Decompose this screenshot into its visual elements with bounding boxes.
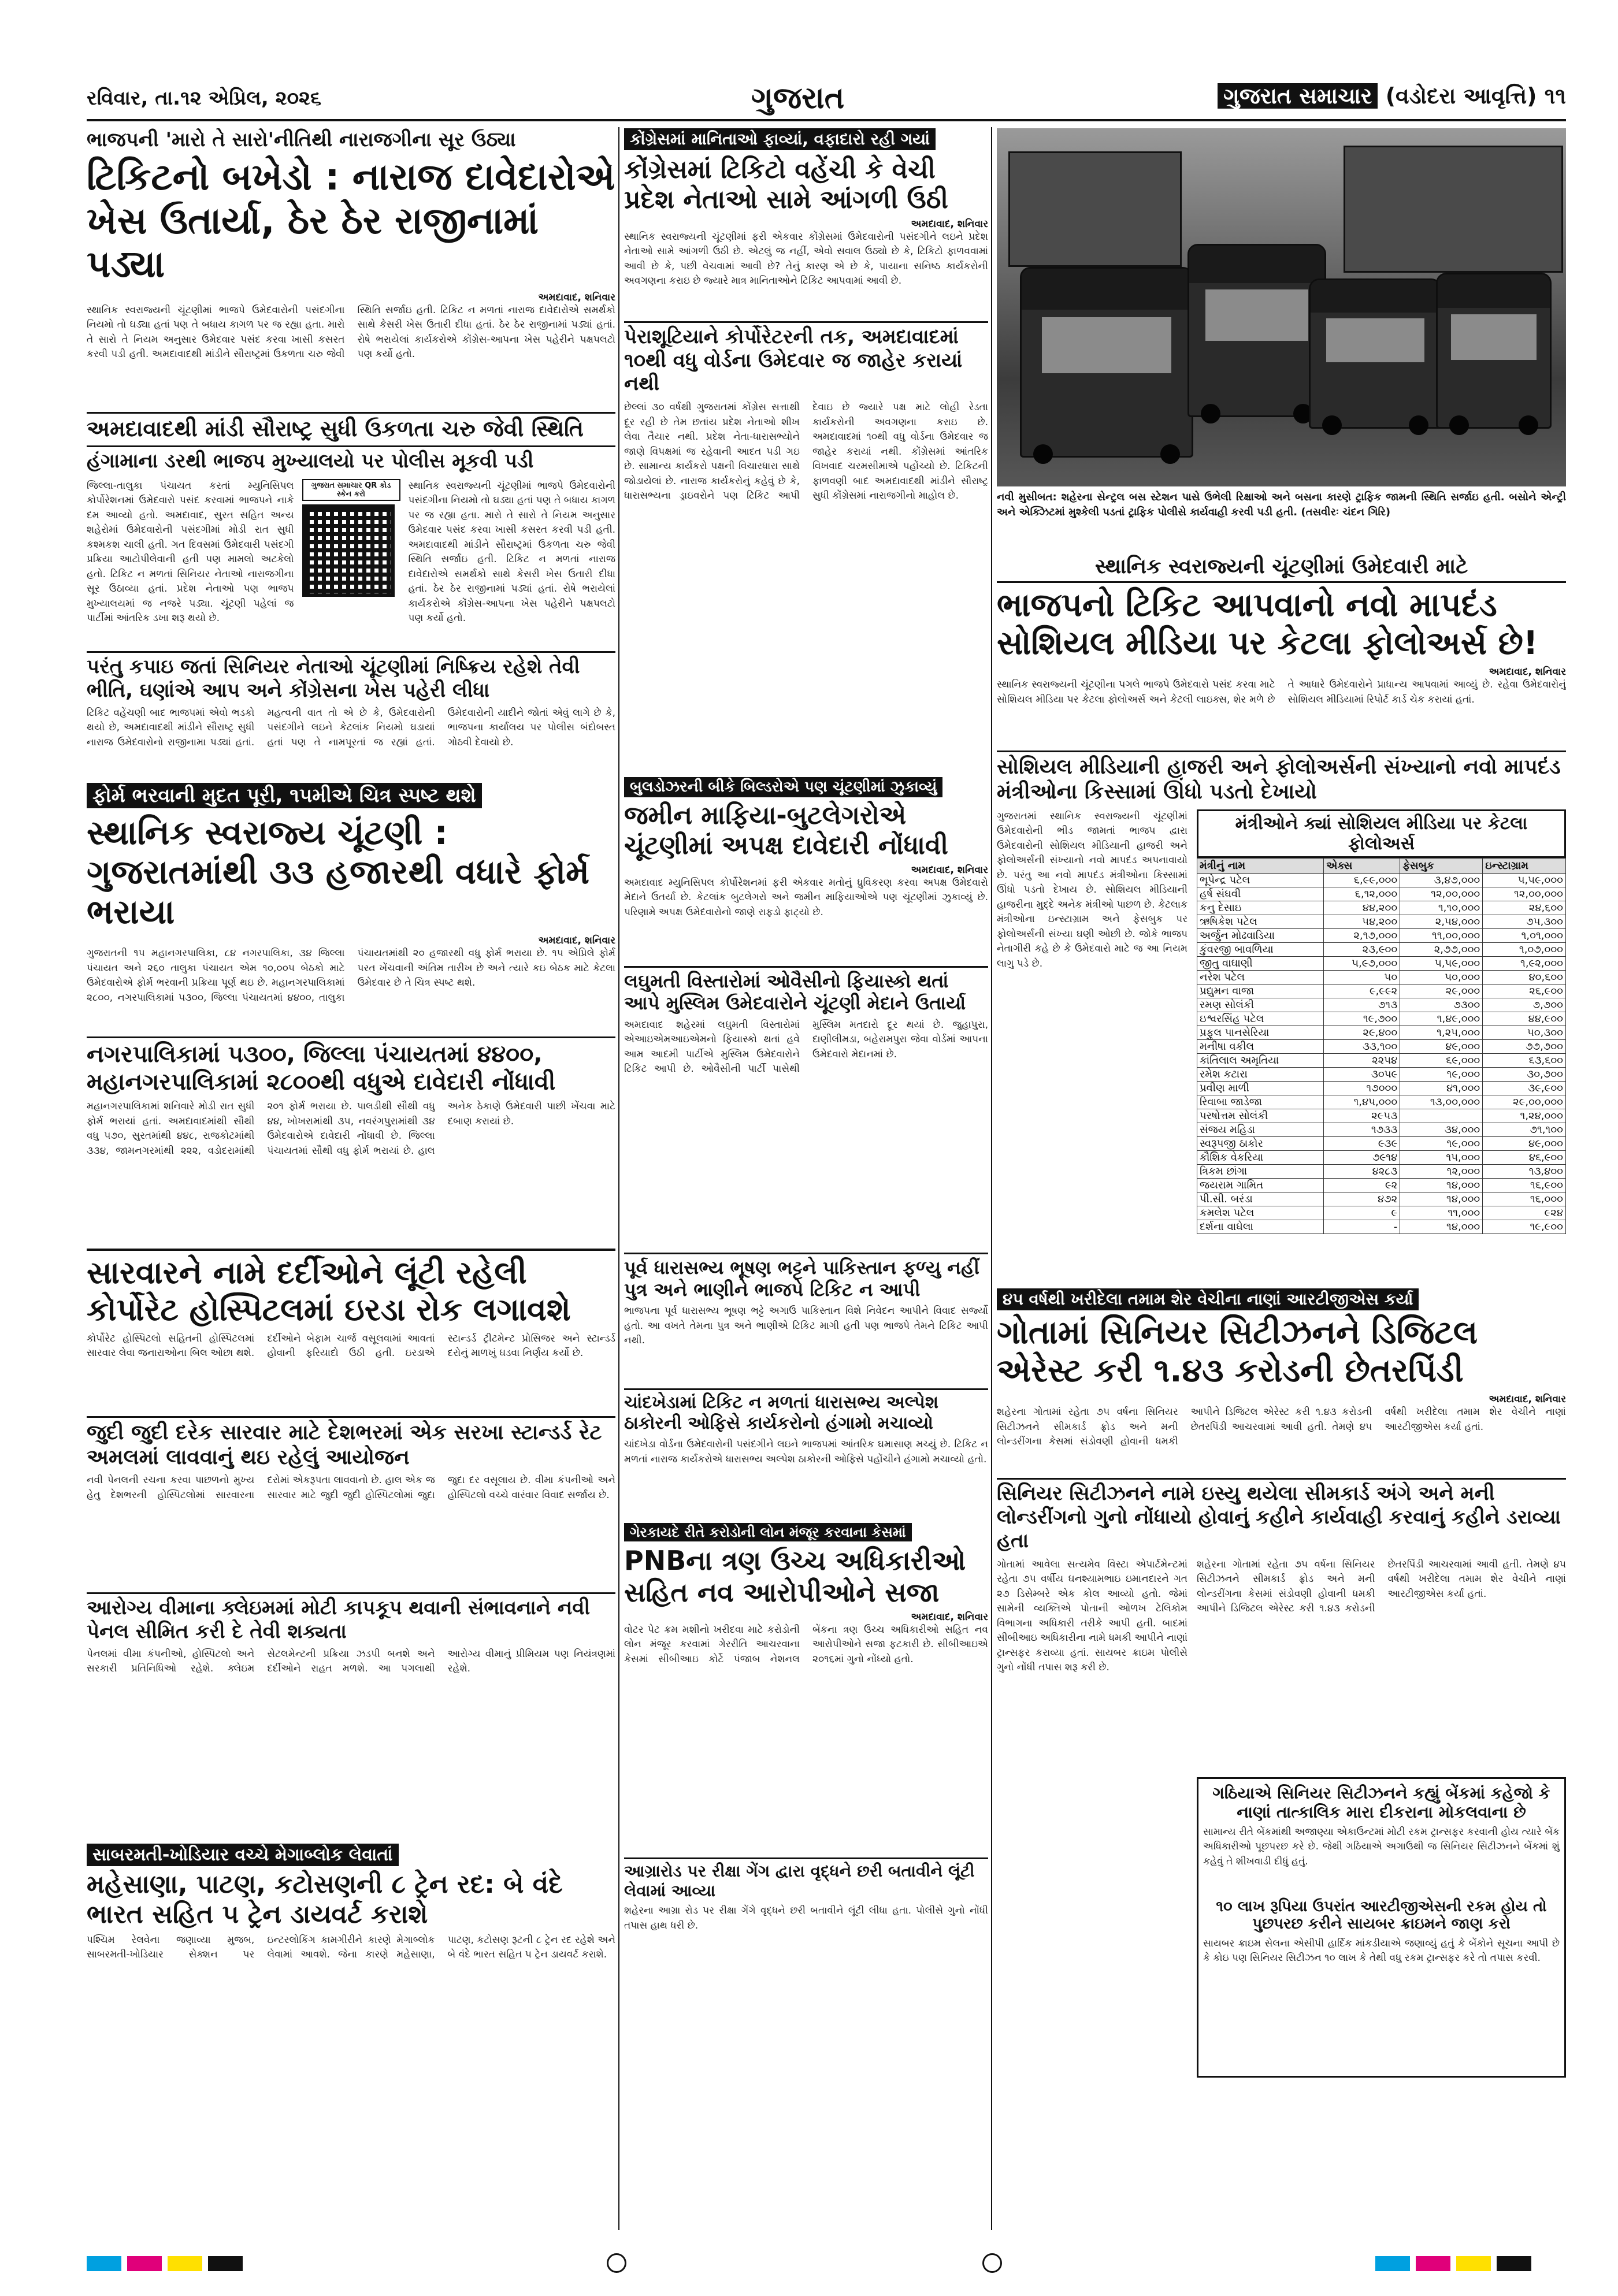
table-cell: ૪૯,૦૦૦ [1400,1039,1483,1053]
article-subhead: હંગામાના ડરથી ભાજપ મુખ્યાલયો પર પોલીસ મૂકવી પડી [87,445,615,473]
edition-page: (વડોદરા આવૃત્તિ) ૧૧ [1385,83,1566,109]
table-cell: ૧૯,૭૦૦ [1324,1012,1400,1026]
qr-block[interactable] [302,479,400,647]
newspaper-logo: ગુજરાત સમાચાર [1218,83,1378,109]
table-cell: ૪૯,૦૦૦ [1483,1136,1566,1150]
article-forms [87,783,615,2227]
table-cell: સ્વરૂપજી ઠાકોર [1197,1136,1324,1150]
table-cell: ૨૯,૦૦૦ [1400,984,1483,998]
table-cell: ૧૪,૦૦૦ [1400,1178,1483,1192]
qr-code-icon[interactable] [302,504,395,597]
article-body: પેનલમાં વીમા કંપનીઓ, હોસ્પિટલો અને સરકારી પ્રતિનિધિઓ રહેશે. ક્લેઇમ સેટલમેન્ટની પ્રક્રિયા ઝડપી બનશે અને દર્દીઓને રાહત મળશે. આ પગલાથી આરોગ્ય વીમાનું પ્રીમિયમ પણ નિયંત્રણમાં રહેશે. [87,1648,615,1675]
table-row [1197,1164,1566,1178]
table-cell: ૧૧,૦૦૦ [1400,1206,1483,1220]
table-cell: ભૂપેન્દ્ર પટેલ [1197,873,1324,887]
article-body: ચાંદખેડા વોર્ડના ઉમેદવારોની પસંદગીને લઇને ભાજપમાં આંતરિક ઘમાસાણ મચ્યું છે. ટિકિટ ન મળતાં નારાજ કાર્યકરોએ ધારાસભ્ય અલ્પેશ ઠાકોરની ઓફિસે પહોંચીને હંગામો મચાવ્યો હતો. [624,1439,988,1465]
table-cell: ૭,૭૦૦ [1483,998,1566,1012]
article-body: શહેરના આગ્રા રોડ પર રીક્ષા ગેંગે વૃદ્ધને છરી બતાવીને લૂંટી લીધા હતા. પોલીસે ગુનો નોંધી તપાસ હાથ ધરી છે. [624,1905,988,1931]
table-cell: ૨૯,૦૦,૦૦૦ [1483,1095,1566,1109]
table-row [1197,1136,1566,1150]
table-cell: ૯૨૪ [1483,1206,1566,1220]
table-header-row [1197,858,1566,873]
table-cell: ૬,૯૯,૦૦૦ [1324,873,1400,887]
table-cell: ૩૦૫૯ [1324,1067,1400,1081]
article-kicker: ભાજપની 'મારો તે સારો'નીતિથી નારાજગીના સૂર ઉઠ્યા [87,128,516,151]
box-body: સામાન્ય રીતે બેંકમાંથી અજાણ્યા એકાઉન્ટમાં મોટી રકમ ટ્રાન્સફર કરવાની હોય ત્યારે બેંક અધિકારીઓ પૂછપરછ કરે છે. જેથી ગઠિયાએ અગાઉથી જ સિનિયર સિટીઝનને બેંકમાં શું કહેવું તે શીખવાડી દીધું હતું. [1203,1826,1560,1867]
table-cell: કમલેશ પટેલ [1197,1206,1324,1220]
box-subhead: ૧૦ લાખ રૂપિયા ઉપરાંત આરટીજીએસની રકમ હોય તો પુછપરછ કરીને સાયબર ક્રાઇમને જાણ કરો [1216,1897,1547,1933]
rickshaw-shape [1436,273,1552,429]
table-cell: ૧૪,૦૦૦ [1400,1192,1483,1206]
table-cell: ૭૧૩ [1324,998,1400,1012]
table-row [1197,970,1566,984]
article-body: સ્થાનિક સ્વરાજ્યની ચૂંટણીમાં ભાજપે ઉમેદવારોની પસંદગીના નિયમો તો ઘડ્યા હતાં પણ તે બધાય કાગળ પર જ રહ્યા હતા. મારો તે સારો તે નિયમ અનુસાર ઉમેદવાર પસંદ કરવા ખાસી કસરત કરવી પડી હતી. અમદાવાદથી માંડીને સૌરાષ્ટ્રમાં ઉકળતા ચરુ જેવી સ્થિતિ સર્જાઇ હતી. ટિકિટ ન મળતાં નારાજ દાવેદારોએ સમર્થકો સાથે કેસરી ખેસ ઉતારી દીધા હતાં. ઠેર ઠેર રાજીનામાં પડ્યાં હતાં. રોષે ભરાયેલાં કાર્યકરોએ કોંગ્રેસ-આપના ખેસ પહેરીને પક્ષપલટો પણ કર્યો હતો. [87,304,615,361]
table-cell: પી.સી. બરંડા [1197,1192,1324,1206]
table-cell [1400,1109,1483,1123]
table-cell: ૧,૨૪,૦૦૦ [1483,1109,1566,1123]
article-subhead: ચાંદખેડામાં ટિકિટ ન મળતાં ધારાસભ્ય અલ્પેશ ઠાકોરની ઓફિસે કાર્યકરોનો હંગામો મચાવ્યો [624,1388,988,1434]
table-cell: ૭૯૧૪ [1324,1150,1400,1164]
table-cell: ઋષિકેશ પટેલ [1197,915,1324,928]
table-cell: ૪૭૨ [1324,1192,1400,1206]
article-body: ટિકિટ વહેંચણી બાદ ભાજપમાં એવો ભડકો થયો છે, અમદાવાદથી માંડીને સૌરાષ્ટ્ર સુધી નારાજ ઉમેદવારોનો રાજીનામા પડ્યાં હતાં. મહત્વની વાત તો એ છે કે, ઉમેદવારોની પસંદગીને લઇને કેટલાંક નિયમો ઘડાયાં હતાં પણ તે નામપૂરતાં જ રહ્યાં હતાં. ઉમેદવારોની યાદીને જોતાં એવું લાગે છે કે, ભાજપના કાર્યાલય પર પોલીસ બંદોબસ્ત ગોઠવી દેવાયો છે. [87,707,615,748]
article-dateline: અમદાવાદ, શનિવાર [911,218,988,230]
table-cell: પ્રદ્યુમન વાજા [1197,984,1324,998]
table-cell: ૯,૯૯૨ [1324,984,1400,998]
table-cell: ૭૫,૩૦૦ [1483,915,1566,928]
table-cell: ૫,૫૯,૦૦૦ [1400,956,1483,970]
table-row [1197,1178,1566,1192]
article-body: સ્થાનિક સ્વરાજ્યની ચૂંટણીમાં ભાજપે ઉમેદવારોની પસંદગીના નિયમો તો ઘડ્યા હતાં પણ તે બધાય કાગળ પર જ રહ્યા હતા. મારો તે સારો તે નિયમ અનુસાર ઉમેદવાર પસંદ કરવા ખાસી કસરત કરવી પડી હતી. અમદાવાદથી માંડીને સૌરાષ્ટ્રમાં ઉકળતા ચરુ જેવી સ્થિતિ સર્જાઇ હતી. ટિકિટ ન મળતાં નારાજ દાવેદારોએ સમર્થકો સાથે કેસરી ખેસ ઉતારી દીધા હતાં. ઠેર ઠેર રાજીનામાં પડ્યાં હતાં. રોષે ભરાયેલાં કાર્યકરોએ કોંગ્રેસ-આપના ખેસ પહેરીને પક્ષપલટો પણ કર્યો હતો. [408,480,615,625]
table-row [1197,956,1566,970]
table-cell: ૧૨,૦૦,૦૦૦ [1483,887,1566,901]
table-cell: ૭૩૦૦ [1400,998,1483,1012]
table-cell: ૧,૪૫,૦૦૦ [1324,1095,1400,1109]
article-body: મહાનગરપાલિકામાં શનિવારે મોડી રાત સુધી ફોર્મ ભરાયાં હતાં. અમદાવાદમાંથી સૌથી વધુ ૫૭૦, સુરતમાંથી ૪૪૮, રાજકોટમાંથી ૩૩૪, જામનગરમાંથી ૨૨૨, વડોદરામાંથી ૨૦૧ ફોર્મ ભરાયા છે. પાલડીથી સૌથી વધુ ૪૪, ખોખરામાંથી ૩૫, નવરંગપુરામાંથી ૩૪ ઉમેદવારોએ દાવેદારી નોંધાવી છે. જિલ્લા પંચાયતમાં સૌથી વધુ ફોર્મ ભરાયાં છે. હાલ અનેક ઠેકાણે ઉમેદવારી પાછી ખેંચવા માટે દબાણ કરાયાં છે. [87,1101,615,1157]
table-cell: ૨,૭૭,૦૦૦ [1400,942,1483,956]
table-row [1197,942,1566,956]
article-subhead: નગરપાલિકામાં ૫૩૦૦, જિલ્લા પંચાયતમાં ૪૪૦૦, મહાનગરપાલિકામાં ૨૮૦૦થી વધુએ દાવેદારી નોંધાવી [87,1036,615,1096]
table-cell: ૧૬,૯૦૦ [1483,1178,1566,1192]
table-cell: ૪૪,૨૦૦ [1324,901,1400,915]
table-cell: ૫,૫૯,૦૦૦ [1483,873,1566,887]
table-row [1197,1192,1566,1206]
table-cell: ૩૦,૭૦૦ [1483,1067,1566,1081]
table-row [1197,1220,1566,1234]
article-kicker: ૪૫ વર્ષથી ખરીદેલા તમામ શેર વેચીના નાણાં આરટીજીએસ કર્યા [997,1288,1419,1310]
article-headline: ભાજપનો ટિકિટ આપવાનો નવો માપદંડ સોશિયલ મીડિયા પર કેટલા ફોલોઅર્સ છે! [997,586,1538,663]
article-kicker: સાબરમતી-ખોડિયાર વચ્ચે મેગાબ્લોક લેવાતાં [87,1844,399,1866]
table-cell: રિવાબા જાડેજા [1197,1095,1324,1109]
article-bjp-tickets [87,128,615,775]
table-cell: ૨૬,૯૦૦ [1483,984,1566,998]
table-cell: ૧,૧૦,૦૦૦ [1400,901,1483,915]
table-cell: ૩૩,૧૦૦ [1324,1039,1400,1053]
column-divider [618,127,619,2230]
article-kicker: સ્થાનિક સ્વરાજ્યની ચૂંટણીમાં ઉમેદવારી માટે [997,555,1566,583]
table-cell: ૫૪,૨૦૦ [1324,915,1400,928]
table-cell: ૧૪,૦૦૦ [1400,1220,1483,1234]
table-row [1197,1109,1566,1123]
table-cell: રમેશ કટારા [1197,1067,1324,1081]
table-row [1197,1067,1566,1081]
cyan-swatch [1375,2256,1410,2271]
article-subhead: અમદાવાદથી માંડી સૌરાષ્ટ્ર સુધી ઉકળતા ચરુ જેવી સ્થિતિ [87,412,615,443]
article-land-mafia [624,777,988,2227]
article-headline: ટિકિટનો બખેડો : નારાજ દાવેદારોએ ખેસ ઉતાર્યા, ઠેર ઠેર રાજીનામાં પડ્યા [87,156,615,287]
table-cell: ઇશ્વરસિંહ પટેલ [1197,1012,1324,1026]
news-photo-block [997,128,1566,544]
article-body: શહેરના ગોતામાં રહેતા ૭૫ વર્ષના સિનિયર સિટીઝનને સીમકાર્ડ ફ્રોડ અને મની લોન્ડરીંગના કેસમાં સંડોવણી હોવાની ધમકી આપીને ડિજિટલ એરેસ્ટ કરી ૧.૪૩ કરોડની છેતરપિંડી આચરવામાં આવી હતી. તેમણે ૪૫ વર્ષથી ખરીદેલા તમામ શેર વેચીને નાણાં આરટીજીએસ કર્યા હતાં. [997,1406,1566,1448]
rickshaw-shape [1020,267,1193,458]
table-cell: જીતુ વાઘાણી [1197,956,1324,970]
table-cell: ૬૯,૦૦૦ [1400,1053,1483,1067]
table-cell: ૪૪,૯૦૦ [1483,1012,1566,1026]
table-cell: કાંતિલાલ અમૃતિયા [1197,1053,1324,1067]
table-cell: ૧,૦૭,૦૦૦ [1483,942,1566,956]
table-cell: ૧૩,૦૦,૦૦૦ [1400,1095,1483,1109]
table-cell: ૧૨,૦૦૦ [1400,1164,1483,1178]
rickshaw-shape [1187,244,1326,417]
article-body: સ્થાનિક સ્વરાજ્યની ચૂંટણીમાં ફરી એકવાર કોંગ્રેસમાં ઉમેદવારોની પસંદગીને લઇને પ્રદેશ નેતાઓ સામે આંગળી ઉઠી છે. એટલું જ નહીં, એવો સવાલ ઉઠ્યો છે કે, ટિકિટો ફાળવવામાં આવી છે કે, પછી વેચવામાં આવી છે? તેનું કારણ એ છે કે, પાયાના સનિષ્ઠ કાર્યકરોની અવગણના કરાઇ છે જ્યારે માત્ર માનિતાઓને ટિકિટ આપવામાં આવી છે. [624,231,988,287]
table-cell: સંજય મહિડા [1197,1123,1324,1136]
registration-mark-icon [982,2253,1002,2273]
article-kicker: બુલડોઝરની બીકે બિલ્ડરોએ પણ ચૂંટણીમાં ઝુકાવ્યું [624,777,942,797]
table-row [1197,1026,1566,1039]
article-subhead: પેરાશૂટિયાને કોર્પોરેટરની તક, અમદાવાદમાં ૧૦થી વધુ વોર્ડના ઉમેદવાર જ જાહેર કરાયાં નથી [624,321,988,396]
table-row [1197,998,1566,1012]
table-row [1197,915,1566,928]
followers-table-block [1197,809,1566,1283]
bus-shape [1008,151,1182,267]
table-cell: ૧૧,૦૦,૦૦૦ [1400,928,1483,942]
article-kicker: ગેરકાયદે રીતે કરોડોની લોન મંજૂર કરવાના કેસમાં [624,1523,912,1541]
table-row [1197,1123,1566,1136]
table-cell: ૩૯,૯૦૦ [1483,1081,1566,1095]
table-cell: ૧,૦૧,૦૦૦ [1483,928,1566,942]
table-cell: ૪૦,૬૦૦ [1483,970,1566,984]
table-header-cell: એક્સ [1324,858,1400,873]
table-cell: ૬૩,૬૦૦ [1483,1053,1566,1067]
table-cell: ૧,૪૯,૦૦૦ [1400,1012,1483,1026]
table-cell: ૨૩,૯૦૦ [1324,942,1400,956]
hospital-headline: સારવારને નામે દર્દીઓને લૂંટી રહેલી કોર્પોરેટ હોસ્પિટલમાં ઇરડા રોક લગાવશે [87,1249,615,1328]
table-cell: ૪૨૮૩ [1324,1164,1400,1178]
table-row [1197,887,1566,901]
table-cell: ૨,૫૪,૦૦૦ [1400,915,1483,928]
article-subhead: પૂર્વ ધારાસભ્ય ભૂષણ ભટ્ટને પાકિસ્તાન ફળ્યુ નહીં પુત્ર અને ભાણીને ભાજપે ટિકિટ ન આપી [624,1253,988,1301]
table-cell: કૌશિક વેકરિયા [1197,1150,1324,1164]
black-swatch [208,2256,243,2271]
table-cell: ૨૯૫૩ [1324,1109,1400,1123]
table-cell: મનીષા વકીલ [1197,1039,1324,1053]
article-headline: સ્થાનિક સ્વરાજ્ય ચૂંટણી : ગુજરાતમાંથી ૩૩ હજારથી વધારે ફોર્મ ભરાયા [87,813,590,931]
table-cell: ૪૬,૯૦૦ [1483,1150,1566,1164]
table-cell: ૧,૯૨,૦૦૦ [1483,956,1566,970]
article-body: ગુજરાતમાં સ્થાનિક સ્વરાજ્યની ચૂંટણીમાં ઉમેદવારોની ભીડ જામતાં ભાજપ દ્વારા ઉમેદવારોની સોશિયલ મીડિયાની હાજરી અને ફોલોઅર્સની સંખ્યાનો નવો માપદંડ અપનાવાયો છે. પરંતુ આ નવો માપદંડ મંત્રીઓના કિસ્સામાં ઊંધો પડતો દેખાય છે. સોશિયલ મીડિયાની હાજરીના મુદ્દે અનેક મંત્રીઓ પાછળ છે. કેટલાક મંત્રીઓના ઇન્સ્ટાગ્રામ અને ફેસબુક પર ફોલોઅર્સની સંખ્યા ઘણી ઓછી છે. જોકે ભાજપ નેતાગીરી કહે છે કે ઉમેદવારો માટે જ આ નિયમ લાગુ પડે છે. [997,810,1187,969]
article-social-media [997,555,1566,1283]
table-cell: ત્રિકમ છાંગા [1197,1164,1324,1178]
table-row [1197,928,1566,942]
rickshaw-shape [1309,278,1442,429]
table-cell: ૧૯,૯૦૦ [1483,1220,1566,1234]
article-kicker: કોંગ્રેસમાં માનિતાઓ ફાવ્યાં, વફાદારો રહી ગયાં [624,128,936,150]
article-headline: ગોતામાં સિનિયર સિટીઝનને ડિજિટલ એરેસ્ટ કરી ૧.૪૩ કરોડની છેતરપિંડી [997,1314,1478,1390]
table-cell: ૭૭,૭૦૦ [1483,1039,1566,1053]
table-cell: પરષોત્તમ સોલંકી [1197,1109,1324,1123]
box-title: ગઠિયાએ સિનિયર સિટીઝનને કહ્યું બેંકમાં કહેજો કે નાણાં તાત્કાલિક મારા દીકરાના મોકલવાના છે [1212,1783,1550,1822]
table-cell: ૬,૧૨,૦૦૦ [1324,887,1400,901]
article-body: ભાજપના પૂર્વ ધારાસભ્ય ભૂષણ ભટ્ટે અગાઉ પાકિસ્તાન વિશે નિવેદન આપીને વિવાદ સર્જ્યો હતો. આ વખતે તેમના પુત્ર અને ભાણીએ ટિકિટ માગી હતી પણ ભાજપે તેમને ટિકિટ આપી નથી. [624,1305,988,1347]
cyan-swatch [87,2256,121,2271]
article-headline: કોંગ્રેસમાં ટિકિટો વહેંચી કે વેચી પ્રદેશ નેતાઓ સામે આંગળી ઉઠી [624,155,948,214]
article-body: ગોતામાં આવેલા સત્યમેવ વિસ્ટા એપાર્ટમેન્ટમાં રહેતા ૭૫ વર્ષીય ઘનશ્યામભાઇ ઇમાનદારને ગત ૨૭ ડિસેમ્બરે એક કોલ આવ્યો હતો. જેમાં સામેની વ્યક્તિએ પોતાની ઓળખ ટેલિકોમ વિભાગના અધિકારી તરીકે આપી હતી. બાદમાં સીબીઆઇ અધિકારીના નામે ધમકી આપીને નાણાં ટ્રાન્સફર કરાવ્યા હતાં. સાયબર ક્રાઇમ પોલીસે ગુનો નોંધી તપાસ શરૂ કરી છે. [997,1558,1187,1674]
article-body: શહેરના ગોતામાં રહેતા ૭૫ વર્ષના સિનિયર સિટીઝનને સીમકાર્ડ ફ્રોડ અને મની લોન્ડરીંગના કેસમાં સંડોવણી હોવાની ધમકી આપીને ડિજિટલ એરેસ્ટ કરી ૧.૪૩ કરોડની છેતરપિંડી આચરવામાં આવી હતી. તેમણે ૪૫ વર્ષથી ખરીદેલા તમામ શેર વેચીને નાણાં આરટીજીએસ કર્યા હતાં. [1197,1558,1566,1615]
magenta-swatch [1416,2256,1450,2271]
article-dateline: અમદાવાદ, શનિવાર [911,1611,988,1623]
table-title: મંત્રીઓને ક્યાં સોશિયલ મીડિયા પર કેટલા ફોલોઅર્સ [1197,809,1566,858]
table-cell: ૩૪,૦૦૦ [1400,1123,1483,1136]
issue-date: રવિવાર, તા.૧૨ એપ્રિલ, ૨૦૨૬ [87,87,322,110]
article-body: અમદાવાદ મ્યુનિસિપલ કોર્પોરેશનમાં ફરી એકવાર મતોનું ધ્રુવિકરણ કરવા અપક્ષ ઉમેદવારો મેદાને ઉતર્યા છે. કેટલાંક બુટલેગરો અને જમીન માફિયાઓએ પણ ચૂંટણીમાં ઝુકાવ્યું છે. પરિણામે અપક્ષ ઉમેદવારોનો જાણે રાફડો ફાટ્યો છે. [624,876,988,918]
registration-mark-icon [607,2253,626,2273]
table-header-cell: મંત્રીનું નામ [1197,858,1324,873]
table-cell: ૩,૪૭,૦૦૦ [1400,873,1483,887]
article-subhead: લઘુમતી વિસ્તારોમાં ઓવૈસીનો ફિયાસ્કો થતાં આપે મુસ્લિમ ઉમેદવારોને ચૂંટણી મેદાને ઉતાર્યા [624,966,988,1015]
table-cell: અર્જુન મોઢવાડિયા [1197,928,1324,942]
table-row [1197,1053,1566,1067]
table-row [1197,984,1566,998]
table-cell: પ્રફુલ પાનસેરિયા [1197,1026,1324,1039]
table-row [1197,901,1566,915]
table-cell: ૧૫,૦૦૦ [1400,1150,1483,1164]
yellow-swatch [1456,2256,1491,2271]
table-row [1197,1206,1566,1220]
section-title: ગુજરાત [751,81,845,116]
table-cell: ૧૯,૦૦૦ [1400,1136,1483,1150]
table-header-cell: ઇન્સ્ટાગ્રામ [1483,858,1566,873]
article-dateline: અમદાવાદ, શનિવાર [538,935,615,947]
article-subhead: સોશિયલ મીડિયાની હાજરી અને ફોલોઅર્સની સંખ્યાનો નવો માપદંડ મંત્રીઓના કિસ્સામાં ઊંધો પડતો દેખાયો [997,751,1566,804]
box-body: સાયબર ક્રાઇમ સેલના એસીપી હાર્દિક માંકડીયાએ જણાવ્યું હતું કે બેંકોને સૂચના આપી છે કે કોઇ પણ સિનિયર સિટીઝન ૧૦ લાખ કે તેથી વધુ રકમ ટ્રાન્સફર કરે તો તપાસ કરવી. [1203,1937,1560,1964]
table-cell: ૫,૯૭,૦૦૦ [1324,956,1400,970]
table-cell: ૧૭૦૦૦ [1324,1081,1400,1095]
table-cell: ૨૪,૬૦૦ [1483,901,1566,915]
table-cell: પ્રવીણ માળી [1197,1081,1324,1095]
table-cell: રમણ સોલંકી [1197,998,1324,1012]
article-subhead: પરંતુ કપાઇ જતાં સિનિયર નેતાઓ ચૂંટણીમાં નિષ્ક્રિય રહેશે તેવી ભીતિ, ઘણાંએ આપ અને કોંગ્રેસના ખેસ પહેરી લીધા [87,651,615,703]
table-cell: નરેશ પટેલ [1197,970,1324,984]
table-cell: ૯૩૯ [1324,1136,1400,1150]
table-cell: ૧૯,૦૦૦ [1400,1067,1483,1081]
photo-caption: નવી મુસીબત: શહેરના સેન્ટ્રલ બસ સ્ટેશન પાસે ઉભેલી રિક્ષાઓ અને બસના કારણે ટ્રાફિક જામની સ્થિતિ સર્જાઇ હતી. બસોને એન્ટ્રી અને એક્ઝિટમાં મુશ્કેલી પડતાં ટ્રાફિક પોલીસે કાર્યવાહી કરવી પડી હતી. (તસવીરઃ ચંદન ગિરિ) [997,491,1566,519]
magenta-swatch [127,2256,162,2271]
followers-table [1197,858,1566,1234]
article-kicker: ફોર્મ ભરવાની મુદત પૂરી, ૧૫મીએ ચિત્ર સ્પષ્ટ થશે [87,783,482,808]
article-body: જિલ્લા-તાલુકા પંચાયત કરતાં મ્યુનિસિપલ કોર્પોરેશનમાં ઉમેદવારો પસંદ કરવામાં ભાજપને નાકે દમ આવ્યો હતો. અમદાવાદ, સુરત સહિત અન્ય શહેરોમાં ઉમેદવારોની પસંદગીમાં મોડી રાત સુધી કશ્મકશ ચાલી હતી. ગત દિવસમાં ઉમેદવારી પસંદગી પ્રક્રિયા આટોપીલેવાની હતી પણ મામલો અટકેલો હતો. ટિકિટ ન મળતાં સિનિયર નેતાઓ નારાજગીના સૂર ઉઠાવ્યા હતાં. પ્રદેશ નેતાઓ પણ ભાજપ મુખ્યાલયમાં જ નજરે પડ્યા. ચૂંટણી પહેલાં જ પાર્ટીમાં આંતરિક ડખા શરૂ થયો છે. [87,480,294,625]
info-box [1197,1777,1566,2078]
table-row [1197,873,1566,887]
article-body: ગુજરાતની ૧૫ મહાનગરપાલિકા, ૮૪ નગરપાલિકા, ૩૪ જિલ્લા પંચાયત અને ૨૬૦ તાલુકા પંચાયત એમ ૧૦,૦૦૫ બેઠકો માટે ઉમેદવારોએ ફોર્મ ભરવાની પ્રક્રિયા પૂર્ણ થઇ છે. મહાનગરપાલિકામાં ૨૮૦૦, નગરપાલિકામાં ૫૩૦૦, જિલ્લા પંચાયતમાં ૪૪૦૦, તાલુકા પંચાયતમાંથી ૨૦ હજારથી વધુ ફોર્મ ભરાયા છે. ૧૫ એપ્રિલે ફોર્મ પરત ખેંચવાની અંતિમ તારીખ છે અને ત્યારે કઇ બેઠક માટે કેટલા ઉમેદવાર છે તે ચિત્ર સ્પષ્ટ થશે. [87,948,615,1004]
qr-label: ગુજરાત સમાચાર QR કોડ સ્કેન કરો [302,479,400,501]
table-cell: ૭૧,૧૦૦ [1483,1123,1566,1136]
bus-shape [1344,146,1563,273]
table-cell: ૨,૧૭,૦૦૦ [1324,928,1400,942]
table-cell: ૫૦,૦૦૦ [1400,970,1483,984]
table-cell: હર્ષ સંઘવી [1197,887,1324,901]
table-header-cell: ફેસબુક [1400,858,1483,873]
article-headline: PNBના ત્રણ ઉચ્ચ અધિકારીઓ સહિત નવ આરોપીઓને સજા [624,1545,966,1608]
article-dateline: અમદાવાદ, શનિવાર [1489,1394,1566,1406]
table-row [1197,1012,1566,1026]
table-cell: ૫૦ [1324,970,1400,984]
article-body: વોટર પેટ ક્રમ મશીનો ખરીદવા માટે કરોડોની લોન મંજૂર કરવામાં ગેરરીતિ આચરવાના કેસમાં સીબીઆઇ કોર્ટે પંજાબ નેશનલ બેંકના ત્રણ ઉચ્ચ અધિકારીઓ સહિત નવ આરોપીઓને સજા ફટકારી છે. સીબીઆઇએ ૨૦૧૬માં ગુનો નોંધ્યો હતો. [624,1623,988,1665]
article-headline: જમીન માફિયા-બુટલેગરોએ ચૂંટણીમાં અપક્ષ દાવેદારી નોંધાવી [624,801,948,860]
article-body: પશ્ચિમ રેલવેના જણાવ્યા મુજબ, સાબરમતી-ખોડિયાર સેક્શન પર ઇન્ટરલોકિંગ કામગીરીને કારણે મેગાબ્લોક લેવામાં આવશે. જેના કારણે મહેસાણા, પાટણ, કટોસણ રૂટની ૮ ટ્રેન રદ રહેશે અને બે વંદે ભારત સહિત ૫ ટ્રેન ડાયવર્ટ કરાશે. [87,1934,615,1961]
table-cell: ૧૬,૦૦૦ [1483,1192,1566,1206]
column-divider [991,127,992,2230]
article-body: સ્થાનિક સ્વરાજ્યની ચૂંટણીના પગલે ભાજપે ઉમેદવારો પસંદ કરવા માટે સોશિયલ મીડિયા પર કેટલા ફોલોઅર્સ અને કેટલી લાઇક્સ, શેર મળે છે તે આધારે ઉમેદવારોને પ્રાધાન્ય આપવામાં આવ્યું છે. રહેવા ઉમેદવારોનું સોશિયલ મીડિયામાં રિપોર્ટ કાર્ડ ચેક કરાયાં હતાં. [997,679,1566,705]
article-congress [624,128,988,770]
article-subhead: સિનિયર સિટીઝનને નામે ઇસ્યુ થયેલા સીમકાર્ડ અંગે અને મની લોન્ડરીંગનો ગુનો નોંધાયો હોવાનું કહીને કાર્યવાહી કરવાનું કહીને ડરાવ્યા હતા [997,1478,1566,1552]
table-cell: ૯ [1324,1206,1400,1220]
table-cell: ૨૯,૪૦૦ [1324,1026,1400,1039]
article-digital-arrest [997,1288,1566,2227]
table-cell: ૧૩,૪૦૦ [1483,1164,1566,1178]
table-row [1197,1081,1566,1095]
table-cell: દર્શના વાઘેલા [1197,1220,1324,1234]
table-row [1197,1150,1566,1164]
table-cell: ૪૧,૦૦૦ [1400,1081,1483,1095]
article-headline: મહેસાણા, પાટણ, કટોસણની ૮ ટ્રેન રદ: બે વંદે ભારત સહિત ૫ ટ્રેન ડાયવર્ટ કરાશે [87,1869,563,1929]
table-cell: ૧,૨૫,૦૦૦ [1400,1026,1483,1039]
table-cell: ૯૨ [1324,1178,1400,1192]
traffic-photo [997,128,1566,486]
article-dateline: અમદાવાદ, શનિવાર [538,291,615,303]
black-swatch [1497,2256,1531,2271]
article-body: નવી પેનલની રચના કરવા પાછળનો મુખ્ય હેતુ દેશભરની હોસ્પિટલોમાં સારવારના દરોમાં એકરૂપતા લાવવાનો છે. હાલ એક જ સારવાર માટે જુદી જુદી હોસ્પિટલોમાં જુદા જુદા દર વસૂલાય છે. વીમા કંપનીઓ અને હોસ્પિટલો વચ્ચે વારંવાર વિવાદ સર્જાય છે. [87,1474,615,1501]
article-dateline: અમદાવાદ, શનિવાર [1489,666,1566,678]
table-cell: ૨૨૫૪ [1324,1053,1400,1067]
masthead [87,81,1566,121]
article-subhead: આરોગ્ય વીમાના ક્લેઇમમાં મોટી કાપકૂપ થવાની સંભાવનાને નવી પેનલ સીમિત કરી દે તેવી શક્યતા [87,1592,615,1644]
article-body: કોર્પોરેટ હોસ્પિટલો સહિતની હોસ્પિટલમાં સારવાર લેવા જનારાઓના બિલ ઓછા થશે. દર્દીઓને બેફામ ચાર્જ વસૂલવામાં આવતાં હોવાની ફરિયાદો ઉઠી હતી. ઇરડાએ સ્ટાન્ડર્ડ ટ્રીટમેન્ટ પ્રોસિજર અને સ્ટાન્ડર્ડ દરોનું માળખું ઘડવા નિર્ણય કર્યો છે. [87,1332,615,1359]
article-subhead: જુદી જુદી દરેક સારવાર માટે દેશભરમાં એક સરખા સ્ટાન્ડર્ડ રેટ અમલમાં લાવવાનું થઇ રહેલું આયોજન [87,1416,615,1470]
yellow-swatch [168,2256,202,2271]
table-cell: કનુ દેસાઇ [1197,901,1324,915]
table-cell: ૧૨,૦૦,૦૦૦ [1400,887,1483,901]
article-body: અમદાવાદ શહેરમાં લઘુમતી વિસ્તારોમાં એઆઇએમઆઇએમનો ફિયાસ્કો થતાં હવે આમ આદમી પાર્ટીએ મુસ્લિમ ઉમેદવારોને ટિકિટ આપી છે. ઓવૈસીની પાર્ટી પાસેથી મુસ્લિમ મતદારો દૂર થયાં છે. જુહાપુરા, દાણીલીમડા, બહેરામપુરા જેવા વોર્ડમાં આપના ઉમેદવારો મેદાનમાં છે. [624,1019,988,1075]
table-cell: - [1324,1220,1400,1234]
brand-edition [1218,83,1566,109]
article-dateline: અમદાવાદ, શનિવાર [911,864,988,876]
table-cell: જયરામ ગામિત [1197,1178,1324,1192]
article-subhead: આગ્રારોડ પર રીક્ષા ગેંગ દ્વારા વૃદ્ધને છરી બતાવીને લૂંટી લેવામાં આવ્યા [624,1857,988,1900]
table-cell: કુંવરજી બાવળિયા [1197,942,1324,956]
table-cell: ૧૭૩૩ [1324,1123,1400,1136]
table-row [1197,1095,1566,1109]
article-body: છેલ્લાં ૩૦ વર્ષથી ગુજરાતમાં કોંગ્રેસ સત્તાથી દૂર રહી છે તેમ છતાંય પ્રદેશ નેતાઓ શીખ લેવા તૈયાર નથી. પ્રદેશ નેતા-ધારાસભ્યોને જાણે વિપક્ષમાં જ રહેવાની આદત પડી ગઇ છે. સામાન્ય કાર્યકરો પક્ષની વિચારધારા સાથે જોડાયેલાં છે. નારાજ કાર્યકરોનું કહેવું છે કે, ધારાસભ્યના ડ્રાઇવરોને પણ ટિકિટ આપી દેવાઇ છે જ્યારે પક્ષ માટે લોહી રેડતા કાર્યકરોની અવગણના કરાઇ છે. અમદાવાદમાં ૧૦થી વધુ વોર્ડના ઉમેદવાર જ જાહેર કરાયાં નથી. કોંગ્રેસમાં આંતરિક વિખવાદ ચરમસીમાએ પહોંચ્યો છે. ટિકિટની ફાળવણી બાદ અમદાવાદથી માંડીને સૌરાષ્ટ્ર સુધી કોંગ્રેસમાં નારાજગીનો માહોલ છે. [624,402,988,502]
table-cell: ૫૦,૩૦૦ [1483,1026,1566,1039]
table-row [1197,1039,1566,1053]
